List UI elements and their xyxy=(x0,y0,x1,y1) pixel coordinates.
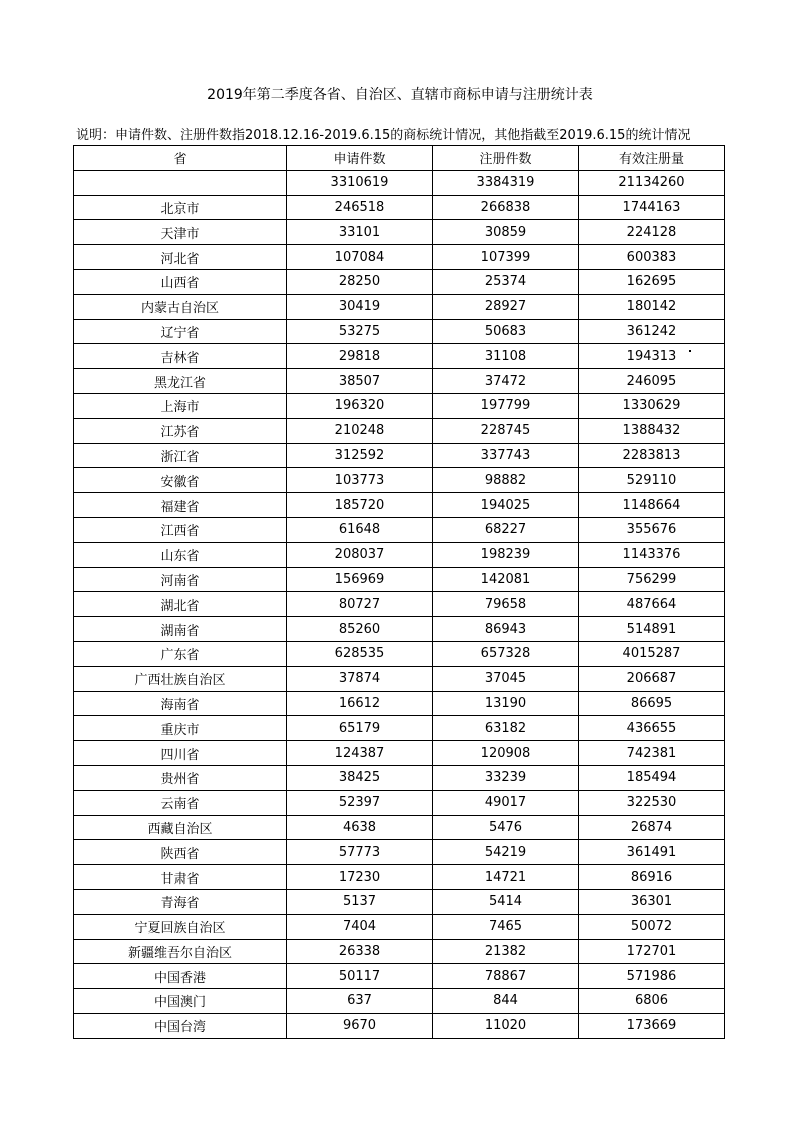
table-header xyxy=(74,146,725,171)
province-cell: 山西省 xyxy=(74,269,287,294)
registrations-cell: 25374 xyxy=(433,269,579,294)
registrations-cell: 28927 xyxy=(433,294,579,319)
valid-registrations-cell: 1388432 xyxy=(579,418,725,443)
table-row xyxy=(74,964,725,989)
registrations-cell: 11020 xyxy=(433,1013,579,1038)
valid-registrations-cell: 514891 xyxy=(579,617,725,642)
applications-cell: 312592 xyxy=(287,443,433,468)
applications-cell: 26338 xyxy=(287,939,433,964)
applications-cell: 208037 xyxy=(287,542,433,567)
table-row xyxy=(74,369,725,394)
province-cell: 贵州省 xyxy=(74,765,287,790)
statistics-table xyxy=(73,145,725,1039)
valid-registrations-cell: 180142 xyxy=(579,294,725,319)
table-row xyxy=(74,468,725,493)
table-row xyxy=(74,220,725,245)
registrations-cell: 37472 xyxy=(433,369,579,394)
applications-cell: 57773 xyxy=(287,840,433,865)
valid-registrations-cell: 26874 xyxy=(579,815,725,840)
province-cell: 重庆市 xyxy=(74,716,287,741)
valid-registrations-cell: 173669 xyxy=(579,1013,725,1038)
province-cell: 四川省 xyxy=(74,741,287,766)
valid-registrations-cell: 529110 xyxy=(579,468,725,493)
valid-registrations-cell: 185494 xyxy=(579,765,725,790)
province-cell: 甘肃省 xyxy=(74,865,287,890)
province-cell: 河北省 xyxy=(74,245,287,270)
table-row xyxy=(74,319,725,344)
valid-registrations-cell: 86695 xyxy=(579,691,725,716)
table-row xyxy=(74,815,725,840)
registrations-cell: 31108 xyxy=(433,344,579,369)
applications-cell: 16612 xyxy=(287,691,433,716)
province-cell: 安徽省 xyxy=(74,468,287,493)
applications-cell: 156969 xyxy=(287,567,433,592)
applications-cell: 80727 xyxy=(287,592,433,617)
valid-registrations-cell: 1148664 xyxy=(579,493,725,518)
registrations-cell: 228745 xyxy=(433,418,579,443)
registrations-cell: 78867 xyxy=(433,964,579,989)
table-row xyxy=(74,493,725,518)
valid-registrations-cell: 86916 xyxy=(579,865,725,890)
applications-cell: 9670 xyxy=(287,1013,433,1038)
valid-registrations-cell: 1744163 xyxy=(579,195,725,220)
applications-cell: 38425 xyxy=(287,765,433,790)
table-row xyxy=(74,1013,725,1038)
registrations-cell: 844 xyxy=(433,989,579,1014)
registrations-cell: 86943 xyxy=(433,617,579,642)
province-cell: 辽宁省 xyxy=(74,319,287,344)
registrations-cell: 107399 xyxy=(433,245,579,270)
province-cell: 中国香港 xyxy=(74,964,287,989)
total-registrations: 3384319 xyxy=(433,170,579,195)
table-row xyxy=(74,691,725,716)
valid-registrations-cell: 600383 xyxy=(579,245,725,270)
province-cell: 天津市 xyxy=(74,220,287,245)
applications-cell: 196320 xyxy=(287,393,433,418)
total-applications: 3310619 xyxy=(287,170,433,195)
applications-cell: 65179 xyxy=(287,716,433,741)
province-cell: 内蒙古自治区 xyxy=(74,294,287,319)
table-row xyxy=(74,567,725,592)
registrations-cell: 30859 xyxy=(433,220,579,245)
valid-registrations-cell: 2283813 xyxy=(579,443,725,468)
province-cell: 黑龙江省 xyxy=(74,369,287,394)
table-row xyxy=(74,716,725,741)
applications-cell: 107084 xyxy=(287,245,433,270)
valid-registrations-cell: 571986 xyxy=(579,964,725,989)
applications-cell: 29818 xyxy=(287,344,433,369)
table-row xyxy=(74,641,725,666)
province-cell: 河南省 xyxy=(74,567,287,592)
registrations-cell: 37045 xyxy=(433,666,579,691)
registrations-cell: 54219 xyxy=(433,840,579,865)
table-row xyxy=(74,889,725,914)
applications-cell: 61648 xyxy=(287,517,433,542)
applications-cell: 637 xyxy=(287,989,433,1014)
province-cell: 浙江省 xyxy=(74,443,287,468)
province-cell: 福建省 xyxy=(74,493,287,518)
table-row xyxy=(74,914,725,939)
registrations-cell: 49017 xyxy=(433,790,579,815)
province-cell: 海南省 xyxy=(74,691,287,716)
applications-cell: 28250 xyxy=(287,269,433,294)
valid-registrations-cell: 206687 xyxy=(579,666,725,691)
table-row xyxy=(74,989,725,1014)
province-cell: 广西壮族自治区 xyxy=(74,666,287,691)
valid-registrations-cell: 487664 xyxy=(579,592,725,617)
valid-registrations-cell: 1143376 xyxy=(579,542,725,567)
header-row xyxy=(74,146,725,171)
valid-registrations-cell: 322530 xyxy=(579,790,725,815)
applications-cell: 53275 xyxy=(287,319,433,344)
applications-cell: 4638 xyxy=(287,815,433,840)
applications-cell: 52397 xyxy=(287,790,433,815)
table-row xyxy=(74,418,725,443)
registrations-cell: 266838 xyxy=(433,195,579,220)
applications-cell: 628535 xyxy=(287,641,433,666)
applications-cell: 38507 xyxy=(287,369,433,394)
table-row xyxy=(74,939,725,964)
registrations-cell: 14721 xyxy=(433,865,579,890)
table-row xyxy=(74,741,725,766)
registrations-cell: 50683 xyxy=(433,319,579,344)
table-row xyxy=(74,269,725,294)
registrations-cell: 5414 xyxy=(433,889,579,914)
province-cell: 北京市 xyxy=(74,195,287,220)
province-cell: 吉林省 xyxy=(74,344,287,369)
header-valid-registrations: 有效注册量 xyxy=(579,146,725,171)
valid-registrations-cell: 436655 xyxy=(579,716,725,741)
registrations-cell: 79658 xyxy=(433,592,579,617)
applications-cell: 5137 xyxy=(287,889,433,914)
applications-cell: 17230 xyxy=(287,865,433,890)
valid-registrations-cell: 355676 xyxy=(579,517,725,542)
valid-registrations-cell: 1330629 xyxy=(579,393,725,418)
table-note: 说明：申请件数、注册件数指2018.12.16-2019.6.15的商标统计情况，其他指截至2019.6.15的统计情况 xyxy=(76,128,691,143)
valid-registrations-cell: 742381 xyxy=(579,741,725,766)
province-cell: 青海省 xyxy=(74,889,287,914)
page-title: 2019年第二季度各省、自治区、直辖市商标申请与注册统计表 xyxy=(207,87,593,103)
total-label xyxy=(74,170,287,195)
table-row xyxy=(74,393,725,418)
valid-registrations-cell: 6806 xyxy=(579,989,725,1014)
applications-cell: 50117 xyxy=(287,964,433,989)
table-row xyxy=(74,542,725,567)
registrations-cell: 7465 xyxy=(433,914,579,939)
table-row xyxy=(74,294,725,319)
table-row xyxy=(74,517,725,542)
table-row xyxy=(74,617,725,642)
province-cell: 广东省 xyxy=(74,641,287,666)
province-cell: 宁夏回族自治区 xyxy=(74,914,287,939)
table-row xyxy=(74,666,725,691)
registrations-cell: 13190 xyxy=(433,691,579,716)
registrations-cell: 33239 xyxy=(433,765,579,790)
table-row xyxy=(74,592,725,617)
table-row xyxy=(74,790,725,815)
valid-registrations-cell: 50072 xyxy=(579,914,725,939)
stray-dot xyxy=(689,350,691,352)
valid-registrations-cell: 194313 xyxy=(579,344,725,369)
table-row xyxy=(74,840,725,865)
applications-cell: 103773 xyxy=(287,468,433,493)
valid-registrations-cell: 246095 xyxy=(579,369,725,394)
registrations-cell: 98882 xyxy=(433,468,579,493)
table-row xyxy=(74,865,725,890)
applications-cell: 210248 xyxy=(287,418,433,443)
registrations-cell: 5476 xyxy=(433,815,579,840)
registrations-cell: 142081 xyxy=(433,567,579,592)
table-row xyxy=(74,765,725,790)
registrations-cell: 21382 xyxy=(433,939,579,964)
province-cell: 江苏省 xyxy=(74,418,287,443)
province-cell: 西藏自治区 xyxy=(74,815,287,840)
valid-registrations-cell: 162695 xyxy=(579,269,725,294)
province-cell: 陕西省 xyxy=(74,840,287,865)
valid-registrations-cell: 361491 xyxy=(579,840,725,865)
table-body xyxy=(74,170,725,1038)
applications-cell: 7404 xyxy=(287,914,433,939)
registrations-cell: 657328 xyxy=(433,641,579,666)
applications-cell: 246518 xyxy=(287,195,433,220)
valid-registrations-cell: 756299 xyxy=(579,567,725,592)
applications-cell: 124387 xyxy=(287,741,433,766)
registrations-cell: 197799 xyxy=(433,393,579,418)
applications-cell: 85260 xyxy=(287,617,433,642)
valid-registrations-cell: 361242 xyxy=(579,319,725,344)
header-province: 省 xyxy=(74,146,287,171)
registrations-cell: 120908 xyxy=(433,741,579,766)
valid-registrations-cell: 224128 xyxy=(579,220,725,245)
valid-registrations-cell: 172701 xyxy=(579,939,725,964)
province-cell: 湖北省 xyxy=(74,592,287,617)
applications-cell: 30419 xyxy=(287,294,433,319)
registrations-cell: 63182 xyxy=(433,716,579,741)
province-cell: 中国澳门 xyxy=(74,989,287,1014)
registrations-cell: 194025 xyxy=(433,493,579,518)
header-applications: 申请件数 xyxy=(287,146,433,171)
applications-cell: 185720 xyxy=(287,493,433,518)
province-cell: 山东省 xyxy=(74,542,287,567)
registrations-cell: 337743 xyxy=(433,443,579,468)
table-row xyxy=(74,245,725,270)
province-cell: 上海市 xyxy=(74,393,287,418)
province-cell: 江西省 xyxy=(74,517,287,542)
header-registrations: 注册件数 xyxy=(433,146,579,171)
total-valid-registrations: 21134260 xyxy=(579,170,725,195)
province-cell: 中国台湾 xyxy=(74,1013,287,1038)
province-cell: 云南省 xyxy=(74,790,287,815)
valid-registrations-cell: 36301 xyxy=(579,889,725,914)
registrations-cell: 198239 xyxy=(433,542,579,567)
table-row xyxy=(74,443,725,468)
applications-cell: 33101 xyxy=(287,220,433,245)
province-cell: 新疆维吾尔自治区 xyxy=(74,939,287,964)
valid-registrations-cell: 4015287 xyxy=(579,641,725,666)
registrations-cell: 68227 xyxy=(433,517,579,542)
table-row xyxy=(74,344,725,369)
table-row xyxy=(74,195,725,220)
total-row xyxy=(74,170,725,195)
province-cell: 湖南省 xyxy=(74,617,287,642)
applications-cell: 37874 xyxy=(287,666,433,691)
